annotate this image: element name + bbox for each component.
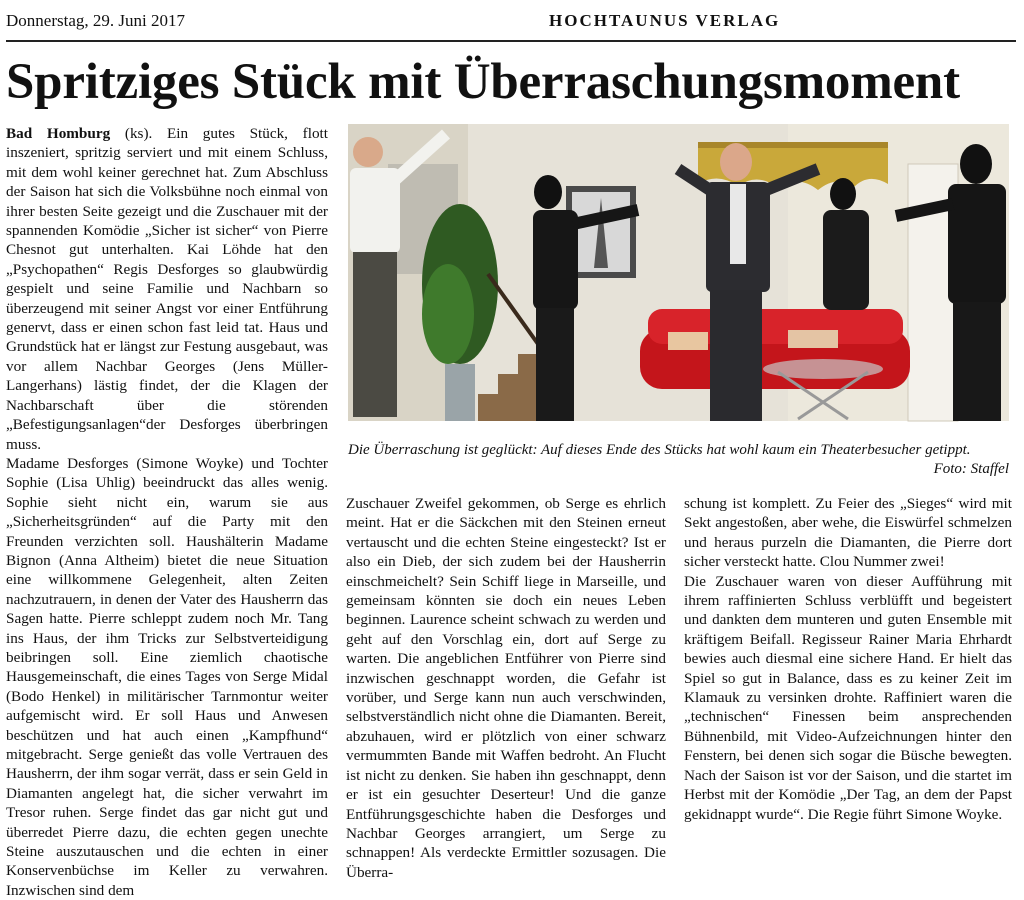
dateline: Bad Homburg xyxy=(6,125,111,142)
paragraph-5: Die Zuschauer waren von dieser Aufführung mit ihrem raffinierten Schluss verblüfft und begeistert und dankten dem munteren und guten Ensemble mit kräftigem Beifall. Regisseur Rainer Maria Ehrhardt bewies auch diesmal eine sichere Hand. Er hielt das Spiel so gut in Balance, dass es zu keiner Zeit im Klamauk zu versinken drohte. Raffiniert waren die „technischen“ Finessen beim ansprechenden Bühnenbild, mit Video-Aufzeichnungen hinter den Fenstern, bei denen sich sogar die Büsche bewegten. Nach der Saison ist vor der Saison, und die startet im Herbst mit der Komödie „Der Tag, an dem der Papst gekidnappt wurde“. Die Regie führt Simone Woyke. xyxy=(684,572,1012,823)
paragraph-2: Madame Desforges (Simone Woyke) und Tochter Sophie (Lisa Uhlig) beeindruckt das alles wenig. Sophie sieht nicht ein, warum sie aus „Sicherheitsgründen“ auf die Party mit den Freunden verzichten soll. Haushälterin Madame Bignon (Anna Altheim) bietet die neue Situation eine willkommene Gelegenheit, alten Zeiten nachzutrauern, in denen der Vater des Hausherrn das Sagen hatte. Pierre schleppt zudem noch Mr. Tang ins Haus, der ihm Tricks zur Selbstverteidigung beibringen soll. Eine ziemlich chaotische Hausgemeinschaft, die eines Tages von Serge Midal (Bodo Henkel) in militärischer Tarnmontur weiter aufgemischt wird. Er soll Haus und Anwesen beschützen und hat auch einen „Kampfhund“ mitgebracht. Serge genießt das volle Vertrauen des Hausherrn, der ihm sogar verrät, dass er sein Geld in Diamanten angelegt hat, die sicher verwahrt im Tresor ruhen. Serge findet das gar nicht gut und überredet Pierre dazu, die echten gegen unechte Steine auszutauschen und die echten in einer Konservenbüchse im Keller zu verwahren. Inzwischen sind dem xyxy=(6,454,328,899)
photo-credit: Foto: Staffel xyxy=(933,461,1009,477)
paragraph-1-text: (ks). Ein gutes Stück, flott inszeniert, spritzig serviert und mit einem Schluss, mit dem wohl keiner gerechnet hat. Zum Abschluss der Saison hat sich die Volksbühne noch einmal von ihrer besten Seite gezeigt und die Zuschauer mit der spannenden Komödie „Sicher ist sicher“ von Pierre Chesnot gut unterhalten. Kai Löhde hat den „Psychopathen“ Regis Desforges so glaubwürdig gespielt und seine Familie und Nachbarn so überzeugend mit seiner Angst vor einer Entführung genervt, dass er einen schon fast leid tat. Haus und Grundstück hat er längst zur Festung ausgebaut, was vor allem Nachbar Georges (Jens Müller-Langerhans) lästig findet, der die Klagen der Nachbarschaft über die störenden „Befestigungsanlagen“der Desforges überbringen muss. xyxy=(6,125,328,453)
stage-scene-image xyxy=(348,124,1009,421)
caption-text: Die Überraschung ist geglückt: Auf dieses Ende des Stücks hat wohl kaum ein Theaterbesucher getippt. xyxy=(348,442,971,458)
article-column-3 xyxy=(684,494,1012,874)
article-headline: Spritziges Stück mit Überraschungsmoment xyxy=(6,54,960,110)
paragraph-1 xyxy=(6,124,328,454)
article-column-2 xyxy=(346,494,666,881)
paragraph-4: schung ist komplett. Zu Feier des „Sieges“ wird mit Sekt angestoßen, aber wehe, die Eiswürfel schmelzen und heraus purzeln die Diamanten, die Pierre dort sicher versteckt hatte. Clou Nummer zwei! xyxy=(684,495,1012,571)
article-photo xyxy=(348,124,1009,421)
article-column-1 xyxy=(6,124,328,899)
page-header xyxy=(6,0,1016,42)
photo-caption xyxy=(348,441,1009,477)
publication-date: Donnerstag, 29. Juni 2017 xyxy=(6,11,185,30)
paragraph-3: Zuschauer Zweifel gekommen, ob Serge es ehrlich meint. Hat er die Säckchen mit den Steinen erneut vertauscht und die echten Steine eingesteckt? Ist er also ein Dieb, der sich zudem bei der Hausherrin einschmeichelt? Sein Schiff liege in Marseille, und gemeinsam könnten sie doch ein neues Leben beginnen. Laurence scheint schwach zu werden und geht auf den Vorschlag ein, dort auf Serge zu warten. Die angeblichen Entführer von Pierre sind inzwischen geschnappt worden, die Gefahr ist vorüber, und Serge kann nun auch verschwinden, selbstverständlich nicht ohne die Diamanten. Bereit, abzuhauen, wird er plötzlich von einer schwarz vermummten Bande mit Waffen bedroht. An Flucht ist nicht zu denken. Sie haben ihn geschnappt, denn er ist ein gesuchter Deserteur! Und die ganze Entführungsgeschichte haben die Desforges und Nachbar Georges arrangiert, um Serge zu schnappen! Als verdeckte Ermittler sozusagen. Die Überra- xyxy=(346,495,666,881)
publisher-name: HOCHTAUNUS VERLAG xyxy=(549,11,781,30)
